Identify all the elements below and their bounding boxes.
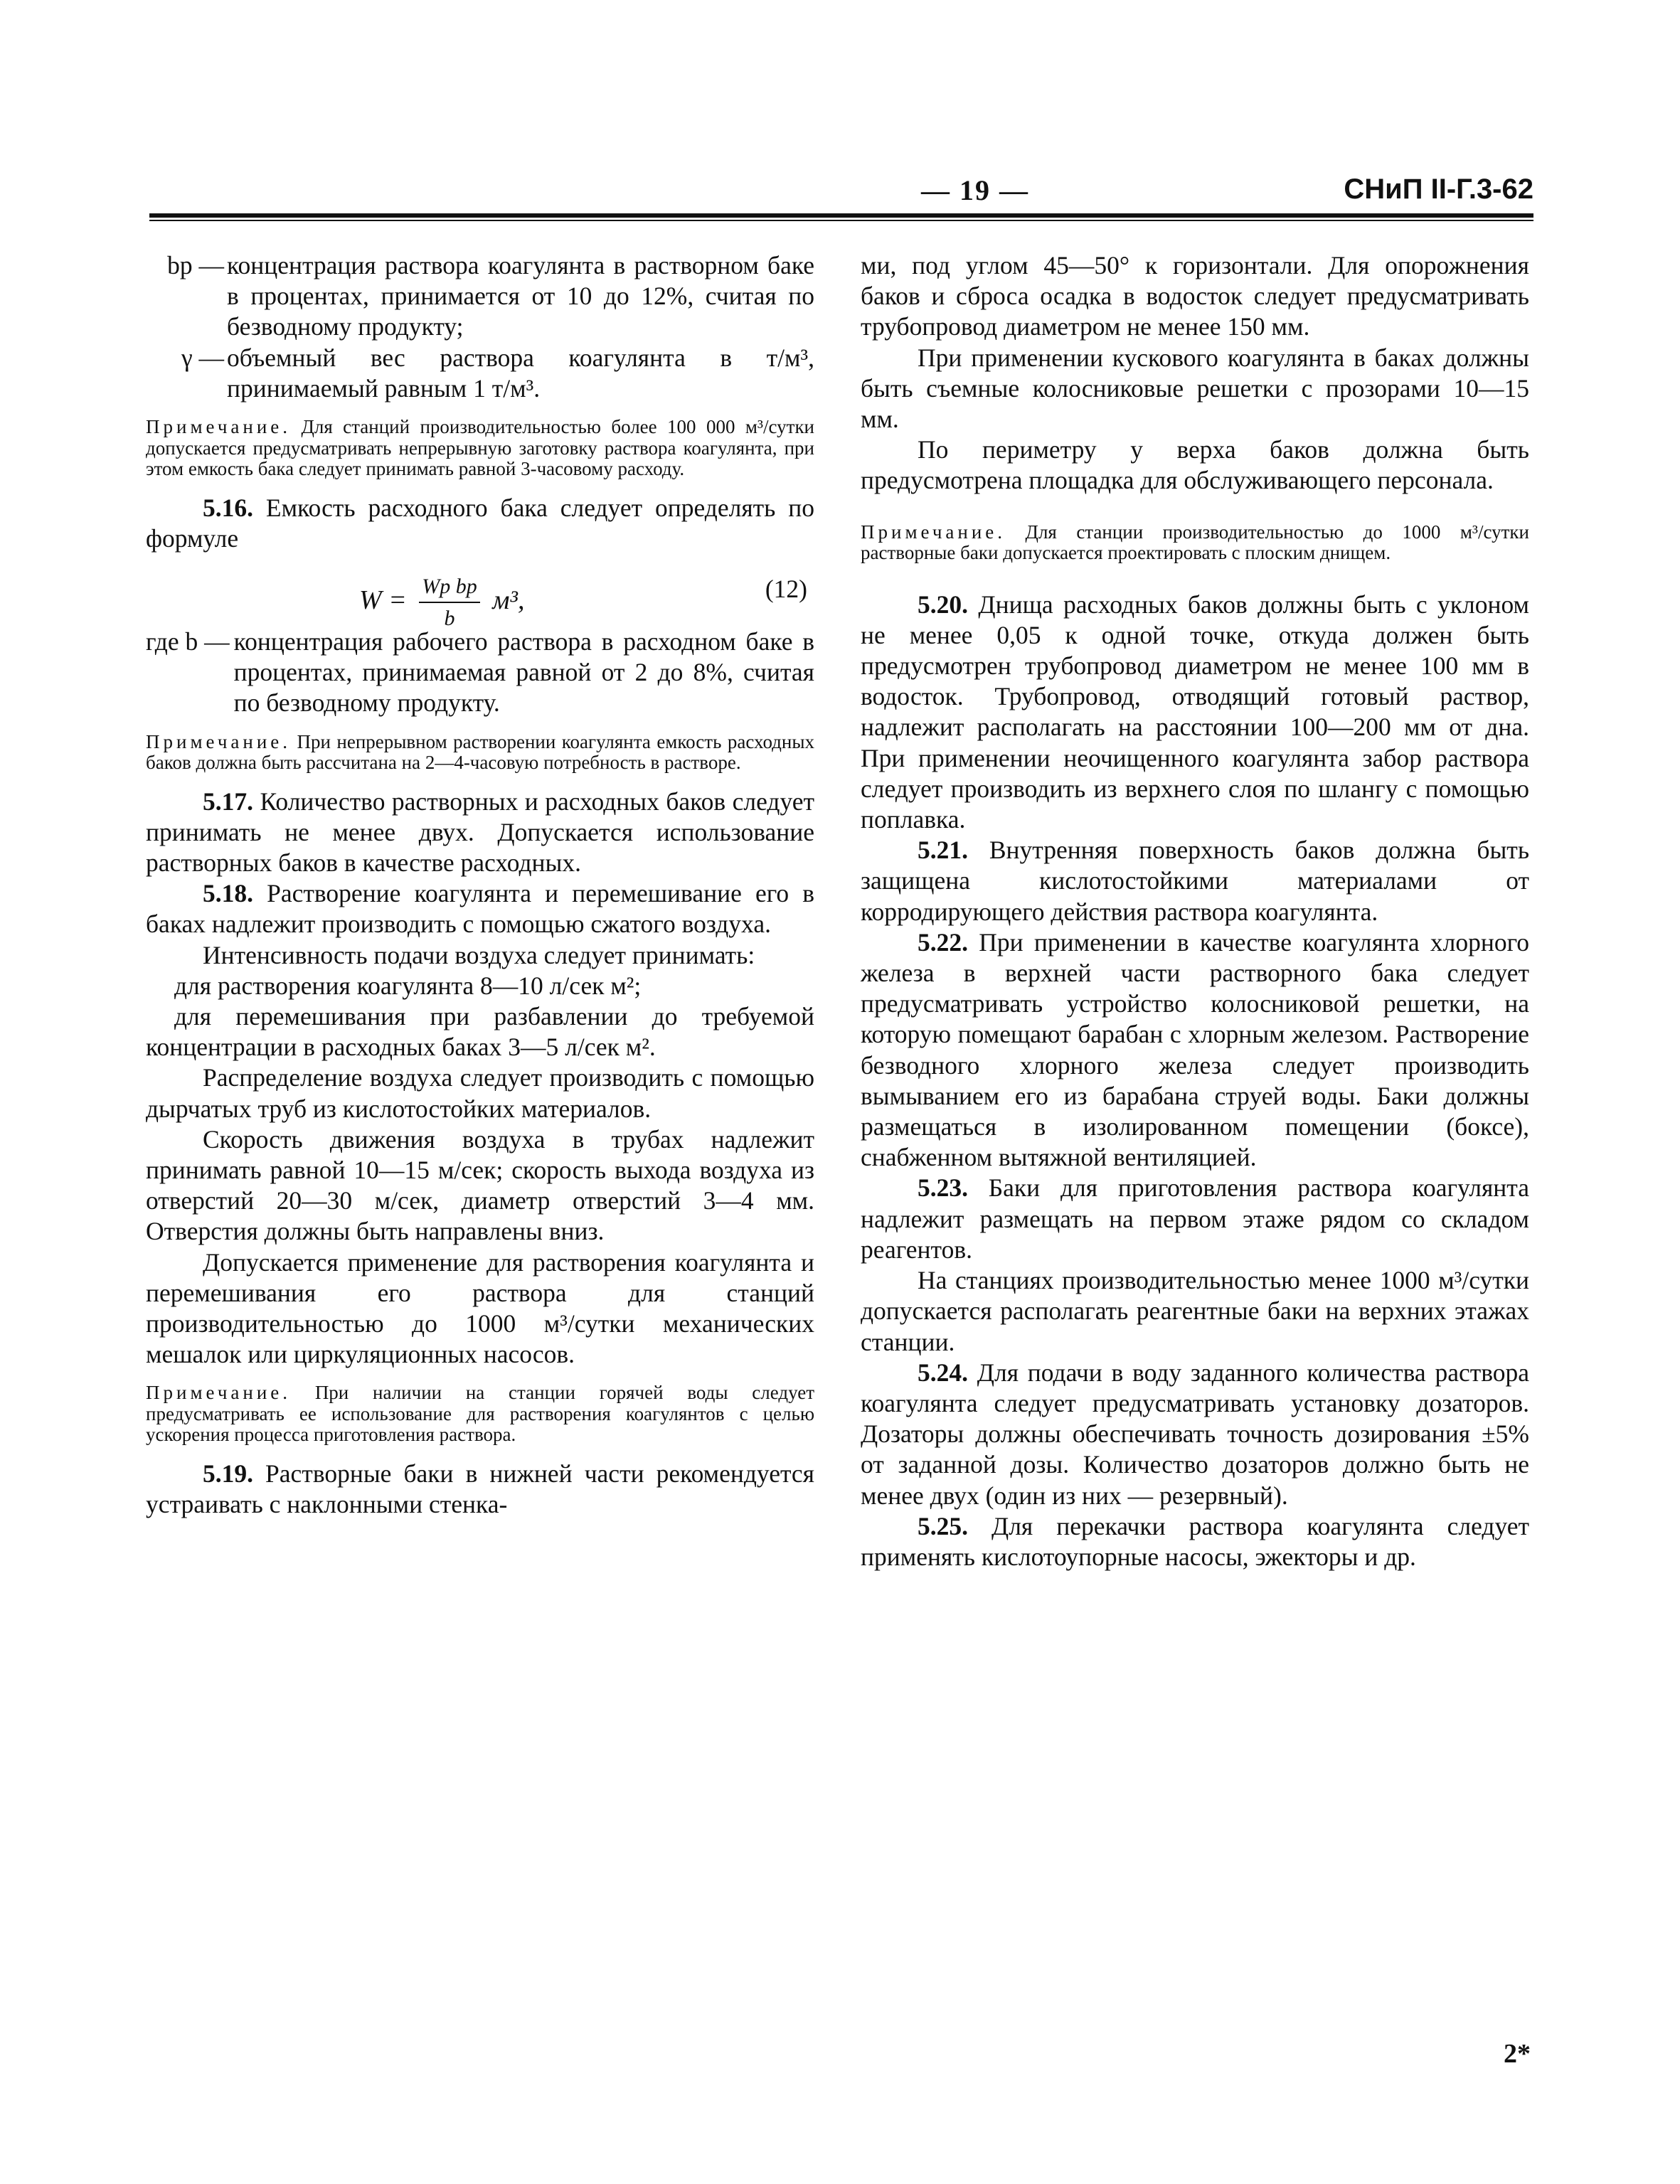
- formula-denominator: b: [444, 607, 455, 631]
- page-header: [149, 174, 1533, 216]
- definition-symbol: где b —: [146, 627, 230, 656]
- paragraph-allowed: Допускается применение для растворения коагулянта и перемешивания его раствора для станций производительностью до 1000 м³/сутки механических мешалок или циркуляционных насосов.: [146, 1247, 814, 1369]
- note: [146, 1383, 814, 1446]
- note-label: Примечание.: [146, 730, 292, 752]
- section-number: 5.24.: [918, 1358, 968, 1387]
- section-number: 5.22.: [918, 927, 968, 957]
- definition-item: [146, 627, 814, 719]
- list-item: для растворения коагулянта 8—10 л/сек м²;: [174, 971, 642, 1000]
- definition-text: концентрация раствора коагулянта в растворном баке в процентах, принимается от 10 до 12%, считая по безводному продукту;: [227, 251, 814, 341]
- paragraph-text: При применении кускового коагулянта в баках должны быть съемные колосниковые решетки с прозорами 10—15 мм.: [861, 343, 1529, 434]
- definition-list: [146, 250, 814, 404]
- paragraph-speed: Скорость движения воздуха в трубах надлежит принимать равной 10—15 м/сек; скорость выхода воздуха из отверстий 20—30 м/сек, диаметр отверстий 3—4 мм. Отверстия должны быть направлены вниз.: [146, 1124, 814, 1246]
- paragraph-5-25: [861, 1511, 1529, 1572]
- paragraph-text: Растворные баки в нижней части рекомендуется устраивать с наклонными стенка-: [146, 1459, 814, 1519]
- paragraph-5-20: [861, 590, 1529, 836]
- list-item: для перемешивания при разбавлении до требуемой концентрации в расходных баках 3—5 л/сек м².: [146, 1001, 814, 1062]
- note: [861, 522, 1529, 564]
- definition-symbol: bp —: [167, 251, 224, 279]
- paragraph-text: Баки для приготовления раствора коагулянта надлежит размещать на первом этаже рядом со складом реагентов.: [861, 1173, 1529, 1264]
- paragraph-5-18: [146, 878, 814, 939]
- definition-text: концентрация рабочего раствора в расходном баке в процентах, принимаемая равной от 2 до 8%, считая по безводному продукту.: [233, 627, 814, 718]
- formula-number: (12): [765, 574, 807, 603]
- section-number: 5.19.: [203, 1459, 253, 1488]
- formula-12: [146, 558, 814, 631]
- note-text: Для станции производительностью до 1000 м³/сутки растворные баки допускается проектировать с плоским днищем.: [861, 521, 1530, 564]
- definition-item: [146, 343, 814, 404]
- paragraph-text: Растворение коагулянта и перемешивание его в баках надлежит производить с помощью сжатого воздуха.: [146, 879, 815, 939]
- paragraph-text: Количество растворных и расходных баков следует принимать не менее двух. Допускается использование растворных баков в качестве расходных.: [146, 787, 815, 877]
- paragraph-text: Внутренняя поверхность баков должна быть защищена кислотостойкими материалами от корродирующего действия раствора коагулянта.: [861, 836, 1530, 926]
- paragraph-text: Днища расходных баков должны быть с уклоном не менее 0,05 к одной точке, откуда должен быть предусмотрен трубопровод диаметром не менее 100 мм в водосток. Трубопровод, отводящий готовый раствор, надлежит располагать на расстоянии 100—200 мм от дна. При применении неочищенного коагулянта забор раствора следует производить из верхнего слоя по шлангу с помощью поплавка.: [861, 590, 1529, 834]
- section-number: 5.25.: [918, 1511, 968, 1540]
- paragraph-continuation: ми, под углом 45—50° к горизонтали. Для опорожнения баков и сброса осадка в водосток следует предусматривать трубопровод диаметром не менее 150 мм.: [861, 251, 1529, 341]
- paragraph-5-16: [146, 493, 814, 554]
- definition-symbol: γ —: [181, 343, 224, 372]
- formula-unit: м³,: [492, 585, 525, 615]
- definition-text: объемный вес раствора коагулянта в т/м³, принимаемый равным 1 т/м³.: [227, 343, 814, 403]
- paragraph-lump-coagulant: [861, 343, 1529, 435]
- paragraph-perimeter: По периметру у верха баков должна быть предусмотрена площадка для обслуживающего персонала.: [861, 435, 1529, 495]
- signature-mark: 2*: [1504, 2039, 1531, 2069]
- page-number: — 19 —: [921, 174, 1029, 206]
- definition-item: [146, 250, 814, 343]
- note-label: Примечание.: [146, 416, 292, 438]
- note-text: При непрерывном растворении коагулянта емкость расходных баков должна быть рассчитана на 2—4-часовую потребность в растворе.: [146, 730, 814, 774]
- paragraph-text: Для подачи в воду заданного количества раствора коагулянта следует предусматривать установку дозаторов. Дозаторы должны обеспечивать точность дозирования ±5% от заданной дозы. Количество дозаторов должно быть не менее двух (один из них — резервный).: [861, 1358, 1529, 1510]
- header-rule: [149, 213, 1533, 221]
- section-number: 5.21.: [918, 836, 968, 865]
- paragraph-5-24: [861, 1358, 1529, 1511]
- section-number: 5.18.: [203, 879, 253, 908]
- section-number: 5.20.: [918, 590, 968, 619]
- note: [146, 417, 814, 480]
- section-number: 5.23.: [918, 1173, 968, 1203]
- spacer: [861, 496, 1529, 509]
- formula-lhs: W =: [359, 585, 407, 615]
- note-label: Примечание.: [146, 1382, 292, 1404]
- note: [146, 732, 814, 774]
- paragraph-text: При применении в качестве коагулянта хлорного железа в верхней части растворного бака следует предусматривать устройство колосниковой решетки, на которую помещают барабан с хлорным железом. Растворение безводного хлорного железа следует производить вымыванием его из барабана струей воды. Баки должны размещаться в изолированном помещении (боксе), снабженном вытяжной вентиляцией.: [861, 927, 1530, 1172]
- section-number: 5.17.: [203, 787, 253, 816]
- paragraph-5-23: [861, 1173, 1529, 1265]
- formula-fraction: [419, 571, 480, 634]
- paragraph-5-21: [861, 835, 1529, 927]
- formula-expression: [359, 571, 524, 634]
- paragraph-text: Для перекачки раствора коагулянта следует применять кислотоупорные насосы, эжекторы и др.: [861, 1511, 1530, 1571]
- paragraph-5-17: [146, 787, 814, 879]
- left-column: [146, 250, 814, 1520]
- paragraph-stations: На станциях производительностью менее 1000 м³/сутки допускается располагать реагентные баки на верхних этажах станции.: [861, 1266, 1529, 1356]
- note-text: При наличии на станции горячей воды следует предусматривать ее использование для растворения коагулянтов с целью ускорения процесса приготовления раствора.: [146, 1382, 814, 1446]
- paragraph-5-22: [861, 927, 1529, 1173]
- right-column: [861, 250, 1529, 1572]
- formula-numerator: Wp bp: [419, 571, 480, 603]
- spacer: [861, 577, 1529, 590]
- paragraph-5-19: [146, 1459, 814, 1520]
- paragraph-distribution: Распределение воздуха следует производить с помощью дырчатых труб из кислотостойких материалов.: [146, 1063, 814, 1123]
- note-label: Примечание.: [861, 521, 1006, 543]
- paragraph-text: Емкость расходного бака следует определять по формуле: [146, 493, 815, 553]
- note-text: Для станций производительностью более 100 000 м³/сутки допускается предусматривать непрерывную заготовку раствора коагулянта, при этом емкость бака следует принимать равной 3-часовому расходу.: [146, 416, 815, 480]
- paragraph-intensity: Интенсивность подачи воздуха следует принимать:: [203, 940, 755, 969]
- document-code: СНиП II-Г.3-62: [1344, 174, 1533, 205]
- section-number: 5.16.: [203, 493, 253, 522]
